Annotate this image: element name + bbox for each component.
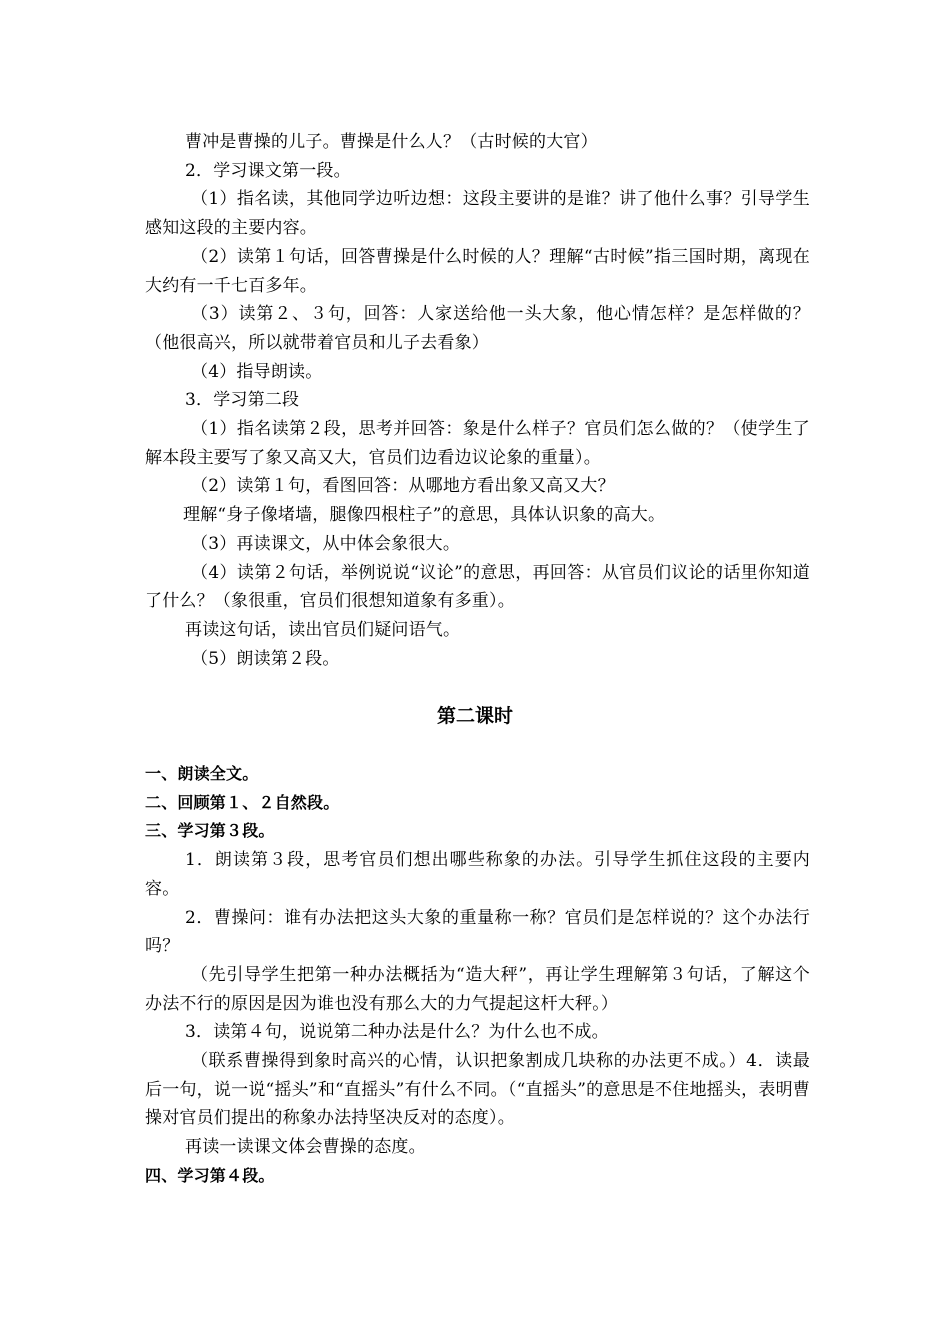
lesson-part-two [145, 760, 810, 1191]
paragraph: 再读一读课文体会曹操的态度。 [185, 1137, 426, 1158]
section-heading: 四、学习第４段。 [145, 1165, 275, 1185]
section-heading: 三、学习第３段。 [145, 821, 275, 841]
section-title: 第二课时 [436, 705, 513, 727]
section-heading: 二、回顾第１、２自然段。 [145, 792, 340, 812]
paragraph: 1．朗读第３段，思考官员们想出哪些称象的办法。引导学生抓住这段的主要内容。 [145, 850, 810, 899]
paragraph: 3．学习第二段 [185, 390, 300, 411]
paragraph: （4）指导朗读。 [191, 361, 323, 382]
paragraph: （联系曹操得到象时高兴的心情，认识把象割成几块称的办法更不成。）4．读最后一句，说一说“摇头”和“直摇头”有什么不同。（“直摇头”的意思是不住地摇头，表明曹操对官员们提出的称象办法持坚决反对的态度）。 [145, 1051, 810, 1129]
paragraph: （2）读第１句话，回答曹操是什么时候的人？理解“古时候”指三国时期，离现在大约有一千七百多年。 [145, 246, 810, 296]
paragraph: （3）读第２、３句，回答：人家送给他一头大象，他心情怎样？是怎样做的？（他很高兴，所以就带着官员和儿子去看象） [145, 304, 810, 353]
paragraph: 3．读第４句，说说第二种办法是什么？为什么也不成。 [185, 1022, 609, 1043]
paragraph: （先引导学生把第一种办法概括为“造大秤”，再让学生理解第３句话，了解这个办法不行的原因是因为谁也没有那么大的力气提起这杆大秤。） [145, 964, 810, 1014]
paragraph: 理解“身子像堵墙，腿像四根柱子”的意思，具体认识象的高大。 [183, 505, 666, 526]
paragraph: 再读这句话，读出官员们疑问语气。 [185, 619, 461, 640]
paragraph: （2）读第１句，看图回答：从哪地方看出象又高又大？ [191, 476, 615, 497]
paragraph: 2．学习课文第一段。 [185, 160, 351, 181]
section-heading: 一、朗读全文。 [145, 764, 259, 783]
paragraph: （1）指名读，其他同学边听边想：这段主要讲的是谁？讲了他什么事？引导学生感知这段的主要内容。 [145, 189, 810, 239]
paragraph: 曹冲是曹操的儿子。曹操是什么人？（古时候的大官） [185, 132, 598, 152]
paragraph: 2．曹操问：谁有办法把这头大象的重量称一称？官员们是怎样说的？这个办法行吗？ [145, 907, 810, 957]
lesson-part-one [145, 128, 810, 673]
paragraph: （4）读第２句话，举例说说“议论”的意思，再回答：从官员们议论的话里你知道了什么？（象很重，官员们很想知道象有多重）。 [145, 562, 810, 612]
paragraph: （5）朗读第２段。 [191, 648, 340, 669]
paragraph: （3）再读课文，从中体会象很大。 [191, 533, 461, 554]
paragraph: （1）指名读第２段，思考并回答：象是什么样子？官员们怎么做的？（使学生了解本段主要写了象又高又大，官员们边看边议论象的重量）。 [145, 419, 810, 468]
